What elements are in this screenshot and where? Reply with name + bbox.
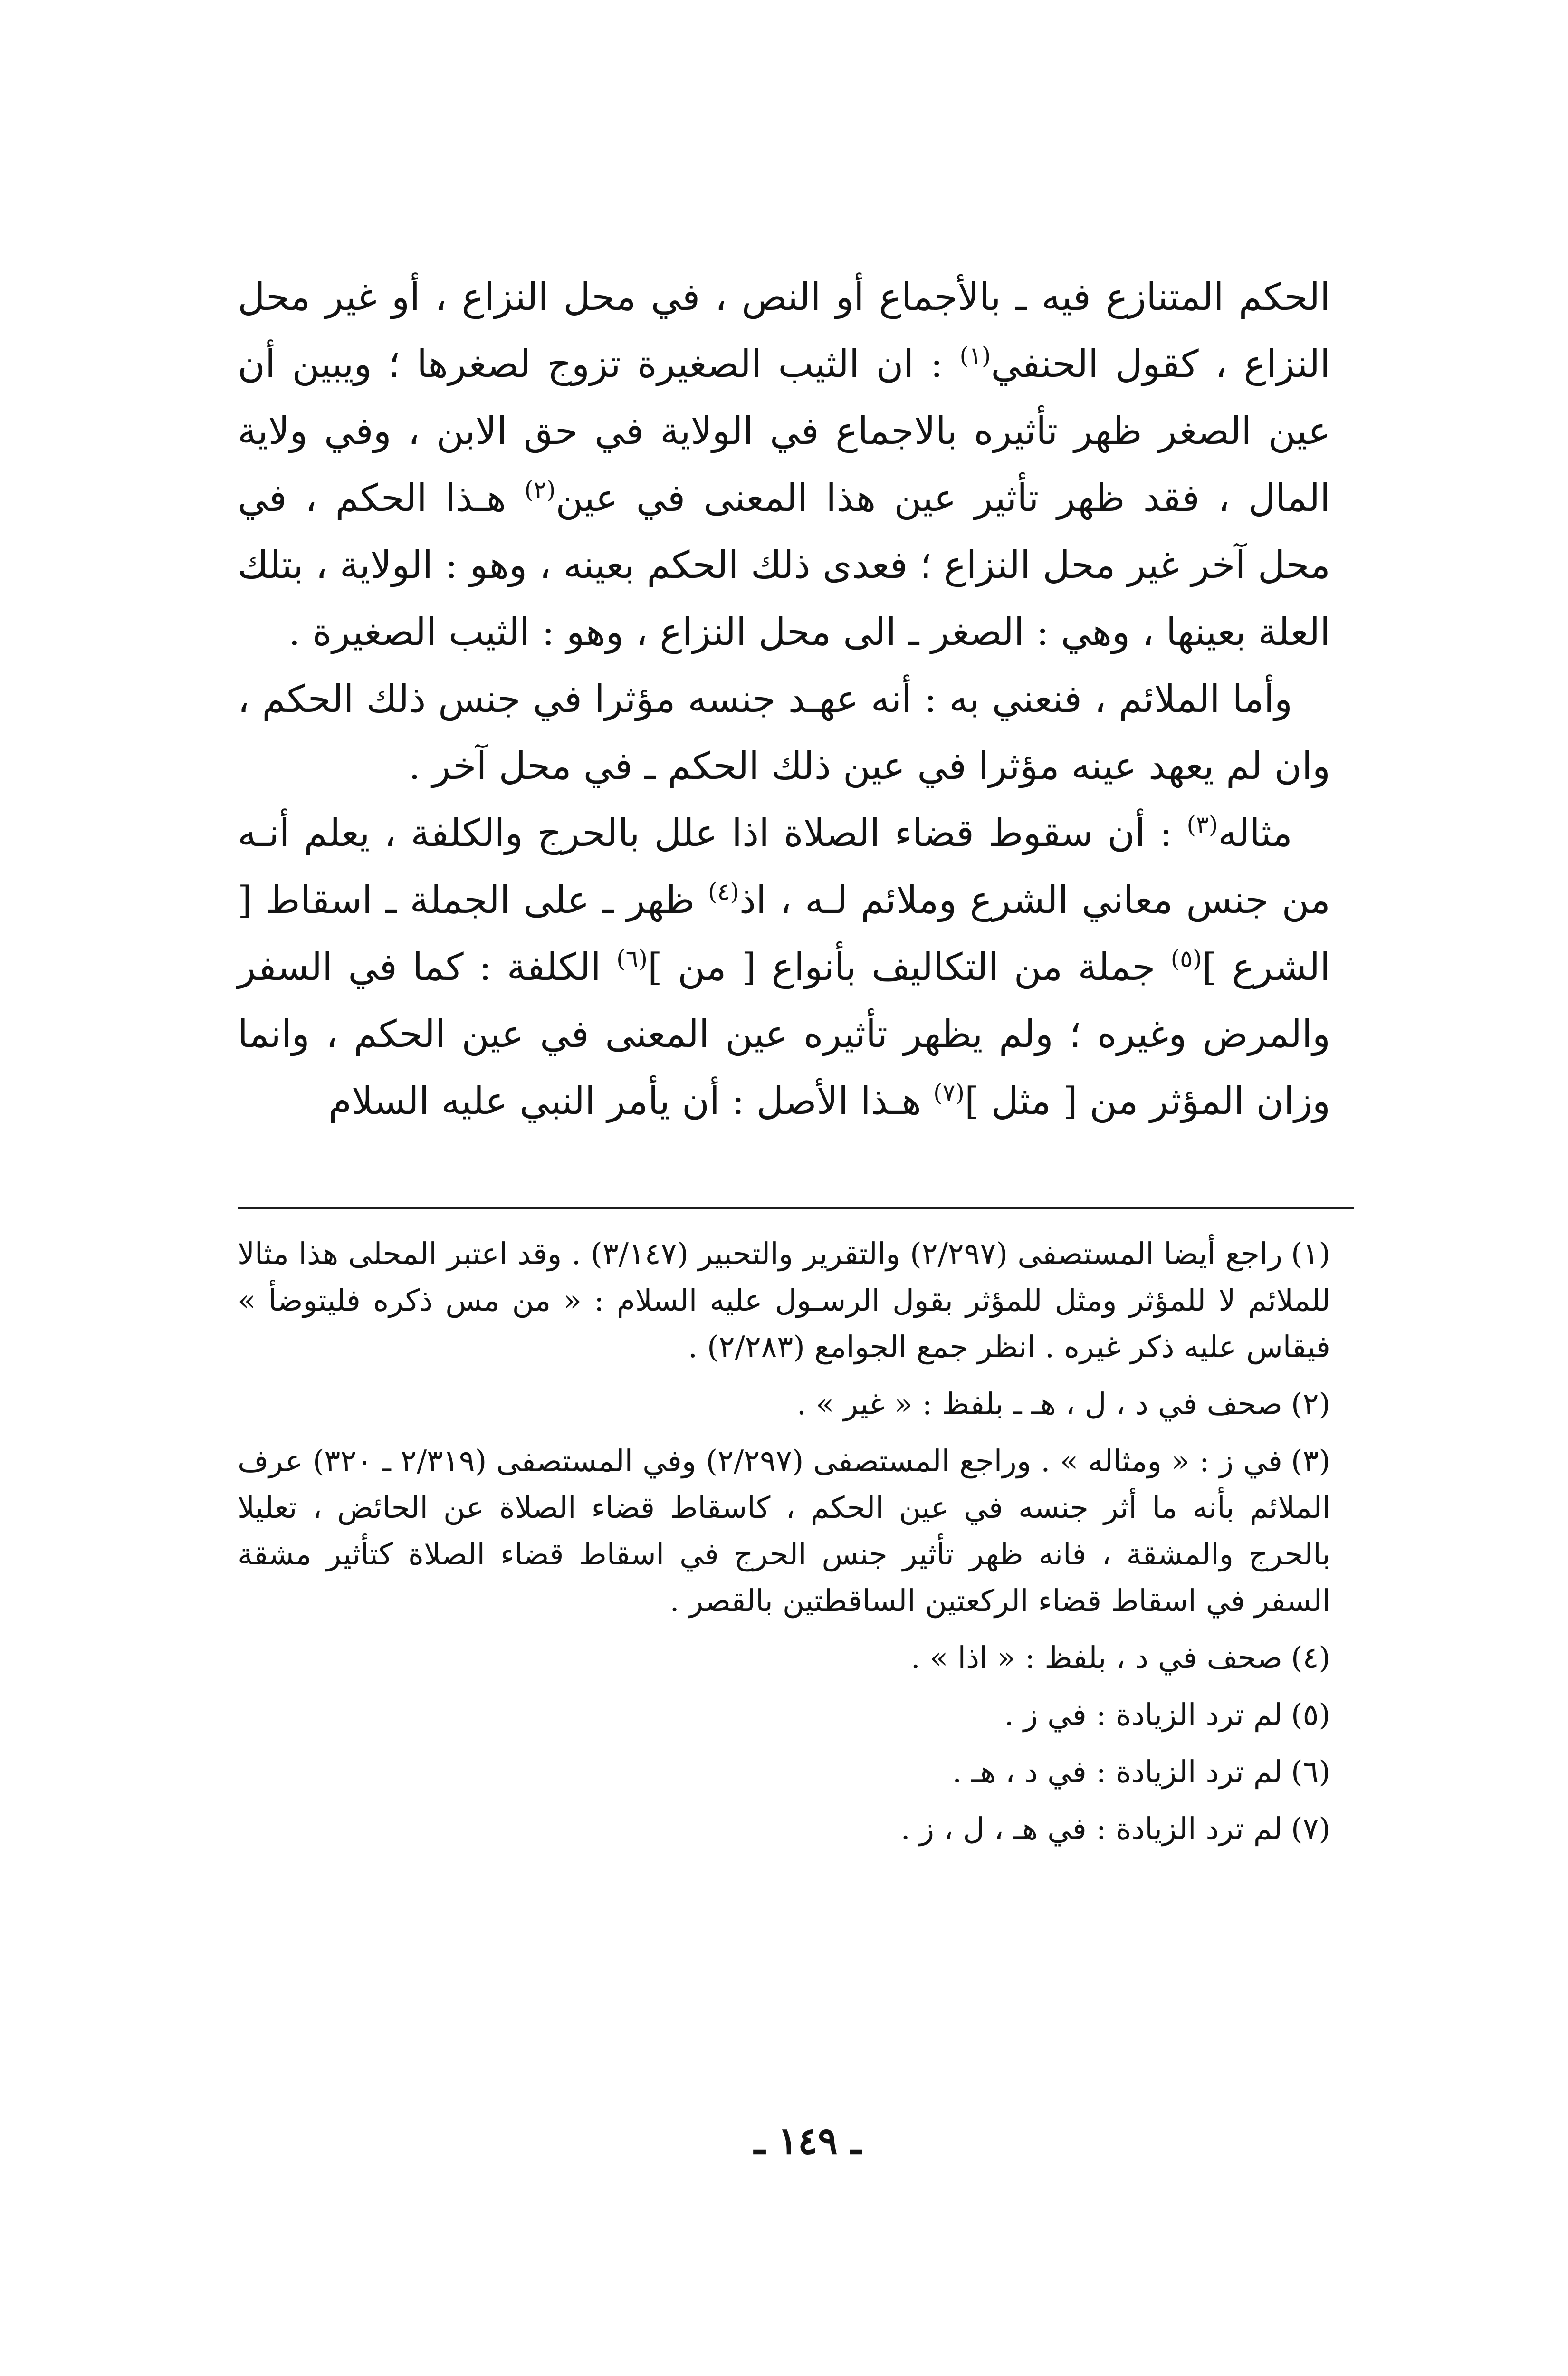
footnote-2 [238, 1381, 1330, 1428]
footnote-ref-5: (٥) [1170, 945, 1202, 973]
text-run: مثاله [1218, 811, 1292, 855]
footnote-text: لم ترد الزيادة : في د ، هـ . [952, 1754, 1282, 1789]
text-run: : أن سقوط قضاء الصلاة اذا علل بالحرج والكلفة ، يعلم أنـه من جنس معاني الشرع وملائم لـه ، اذ [238, 811, 1330, 922]
footnote-number: (٧) [1291, 1811, 1330, 1846]
footnote-number: (٥) [1291, 1697, 1330, 1732]
footnote-ref-3: (٣) [1186, 811, 1218, 839]
paragraph-3 [238, 800, 1330, 1135]
footnote-number: (٢) [1291, 1387, 1330, 1421]
text-run: ظهر ـ على الجملة ـ اسقاط [ الشرع ] [238, 878, 1330, 989]
footnote-ref-6: (٦) [616, 945, 648, 973]
footnote-text: لم ترد الزيادة : في ز . [1004, 1697, 1282, 1732]
text-run: الكلفة : كما في السفر والمرض وغيره ؛ ولم يظهر تأثيره عين المعنى في عين الحكم ، وانما وزان المؤثر من [ مثل ] [238, 945, 1330, 1123]
footnote-1 [238, 1231, 1330, 1370]
footnote-text: صحف في د ، بلفظ : « اذا » . [910, 1640, 1282, 1675]
footnote-6 [238, 1749, 1330, 1795]
footnote-text: صحف في د ، ل ، هـ ـ بلفظ : « غير » . [796, 1387, 1282, 1421]
text-run: هـذا الأصل : أن يأمر النبي عليه السلام [328, 1079, 934, 1123]
footnote-3 [238, 1438, 1330, 1624]
text-run: الحكم المتنازع فيه ـ بالأجماع أو النص ، في محل النزاع ، أو غير محل النزاع ، كقول الحنفي [238, 275, 1331, 386]
footnote-divider [238, 1207, 1354, 1209]
footnote-text: راجع أيضا المستصفى (٢/٢٩٧) والتقرير والتحبير (٣/١٤٧) . وقد اعتبر المحلى هذا مثالا للملائم لا للمؤثر ومثل للمؤثر بقول الرسـول عليه السلام : « من مس ذكره فليتوضأ » فيقاس عليه ذكر غيره . انظر جمع الجوامع (٢/٢٨٣) . [238, 1236, 1330, 1364]
text-run: جملة من التكاليف بأنواع [ من ] [648, 945, 1171, 989]
footnote-ref-7: (٧) [933, 1079, 965, 1107]
footnote-ref-2: (٢) [524, 476, 556, 504]
page-number: ـ ١٤٩ ـ [754, 2119, 861, 2163]
footnote-number: (٣) [1291, 1444, 1331, 1478]
footnote-ref-1: (١) [959, 342, 991, 370]
footnote-number: (٦) [1291, 1754, 1330, 1789]
text-run: هـذا الحكم ، في محل آخر غير محل النزاع ؛ فعدى ذلك الحكم بعينه ، وهو : الولاية ، بتلك العلة بعينها ، وهي : الصغر ـ الى محل النزاع ، وهو : الثيب الصغيرة . [238, 476, 1330, 654]
footnote-ref-4: (٤) [708, 878, 739, 906]
paragraph-2 [238, 666, 1330, 800]
paragraph-1 [238, 264, 1330, 666]
footnote-5 [238, 1692, 1330, 1738]
text-run: وأما الملائم ، فنعني به : أنه عهـد جنسه مؤثرا في جنس ذلك الحكم ، وان لم يعهد عينه مؤثرا في عين ذلك الحكم ـ في محل آخر . [238, 677, 1330, 788]
footnote-number: (١) [1291, 1236, 1331, 1271]
footnote-4 [238, 1635, 1330, 1681]
footnotes [238, 1231, 1330, 1863]
footnote-7 [238, 1806, 1330, 1852]
main-text [238, 264, 1330, 1135]
footnote-number: (٤) [1291, 1640, 1330, 1675]
text-run: : ان الثيب الصغيرة تزوج لصغرها ؛ ويبين أن عين الصغر ظهر تأثيره بالاجماع في الولاية في حق الابن ، وفي ولاية المال ، فقد ظهر تأثير عين هذا المعنى في عين [238, 342, 1330, 520]
footnote-text: لم ترد الزيادة : في هـ ، ل ، ز . [900, 1811, 1282, 1846]
footnote-text: في ز : « ومثاله » . وراجع المستصفى (٢/٢٩٧) وفي المستصفى (٢/٣١٩ ـ ٣٢٠) عرف الملائم بأنه ما أثر جنسه في عين الحكم ، كاسقاط قضاء الصلاة عن الحائض ، تعليلا بالحرج والمشقة ، فانه ظهر تأثير جنس الحرج في اسقاط قضاء الصلاة كتأثير مشقة السفر في اسقاط قضاء الركعتين الساقطتين بالقصر . [238, 1444, 1330, 1618]
